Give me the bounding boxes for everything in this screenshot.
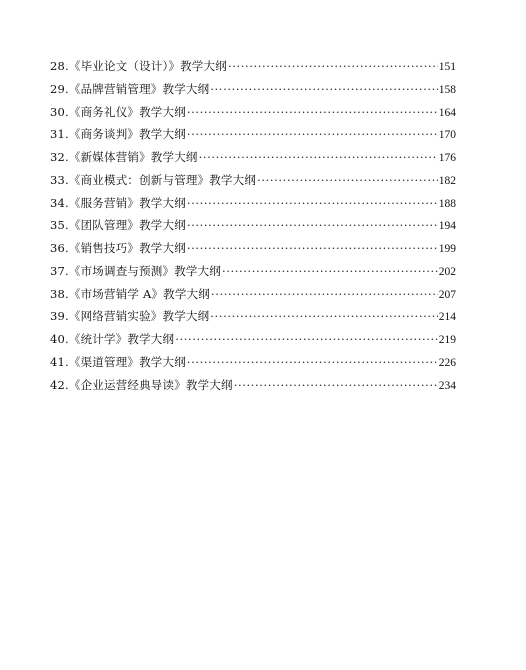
toc-page-number: 207	[438, 288, 456, 301]
toc-entry[interactable]	[50, 237, 456, 260]
toc-entry-title: 39.《网络营销实验》教学大纲	[50, 309, 210, 324]
toc-entry[interactable]	[50, 328, 456, 351]
toc-entry[interactable]	[50, 305, 456, 328]
toc-entry-title: 30.《商务礼仪》教学大纲	[50, 104, 186, 119]
toc-page-number: 158	[438, 83, 456, 96]
toc-page-number: 170	[438, 129, 456, 142]
toc-entry-title: 37.《市场调查与预测》教学大纲	[50, 263, 221, 278]
toc-page-number: 176	[438, 152, 456, 164]
toc-entry-title: 41.《渠道管理》教学大纲	[50, 354, 186, 369]
toc-page-number: 194	[438, 220, 456, 233]
toc-leader-dots	[222, 260, 438, 283]
toc-leader-dots	[187, 192, 438, 215]
toc-page-number: 182	[438, 174, 456, 187]
toc-page-number: 214	[438, 311, 456, 324]
toc-entry-title: 34.《服务营销》教学大纲	[50, 195, 186, 210]
toc-entry[interactable]	[50, 55, 456, 78]
toc-entry-title: 40.《统计学》教学大纲	[50, 332, 175, 346]
toc-entry-title: 35.《团队管理》教学大纲	[50, 218, 186, 233]
toc-entry[interactable]	[50, 101, 456, 124]
toc-page-number: 199	[438, 243, 456, 255]
toc-leader-dots	[211, 283, 438, 306]
toc-leader-dots	[187, 123, 438, 146]
toc-entry[interactable]	[50, 214, 456, 237]
toc-entry-title: 29.《品牌营销管理》教学大纲	[50, 81, 210, 96]
toc-leader-dots	[234, 374, 438, 397]
toc-entry-title: 42.《企业运营经典导读》教学大纲	[50, 377, 233, 392]
toc-leader-dots	[228, 55, 438, 78]
toc-page-number: 164	[438, 106, 456, 119]
toc-leader-dots	[187, 237, 438, 260]
toc-leader-dots	[187, 101, 438, 124]
toc-page-number: 188	[438, 197, 456, 210]
toc-page-number: 234	[438, 379, 456, 392]
toc-entry[interactable]	[50, 260, 456, 283]
toc-entry-title: 32.《新媒体营销》教学大纲	[50, 150, 198, 164]
toc-entry[interactable]	[50, 374, 456, 397]
toc-leader-dots	[210, 305, 437, 328]
toc-entry[interactable]	[50, 169, 456, 192]
toc-entry-title: 38.《市场营销学 A》教学大纲	[50, 286, 210, 301]
table-of-contents	[50, 55, 456, 396]
toc-page-number: 226	[438, 356, 456, 369]
toc-page-number: 202	[438, 265, 456, 278]
toc-leader-dots	[257, 169, 438, 192]
toc-page-number: 151	[438, 61, 456, 73]
toc-leader-dots	[187, 351, 438, 374]
toc-leader-dots	[187, 214, 438, 237]
toc-leader-dots	[199, 146, 438, 169]
toc-entry-title: 31.《商务谈判》教学大纲	[50, 127, 186, 142]
toc-entry[interactable]	[50, 192, 456, 215]
toc-entry-title: 33.《商业模式：创新与管理》教学大纲	[50, 172, 257, 187]
toc-entry[interactable]	[50, 283, 456, 306]
toc-entry[interactable]	[50, 123, 456, 146]
toc-entry-title: 28.《毕业论文（设计）》教学大纲	[50, 59, 227, 73]
toc-entry-title: 36.《销售技巧》教学大纲	[50, 241, 186, 255]
toc-leader-dots	[175, 328, 438, 351]
toc-entry[interactable]	[50, 351, 456, 374]
toc-leader-dots	[210, 78, 437, 101]
toc-entry[interactable]	[50, 78, 456, 101]
toc-page-number: 219	[438, 334, 456, 346]
toc-entry[interactable]	[50, 146, 456, 169]
